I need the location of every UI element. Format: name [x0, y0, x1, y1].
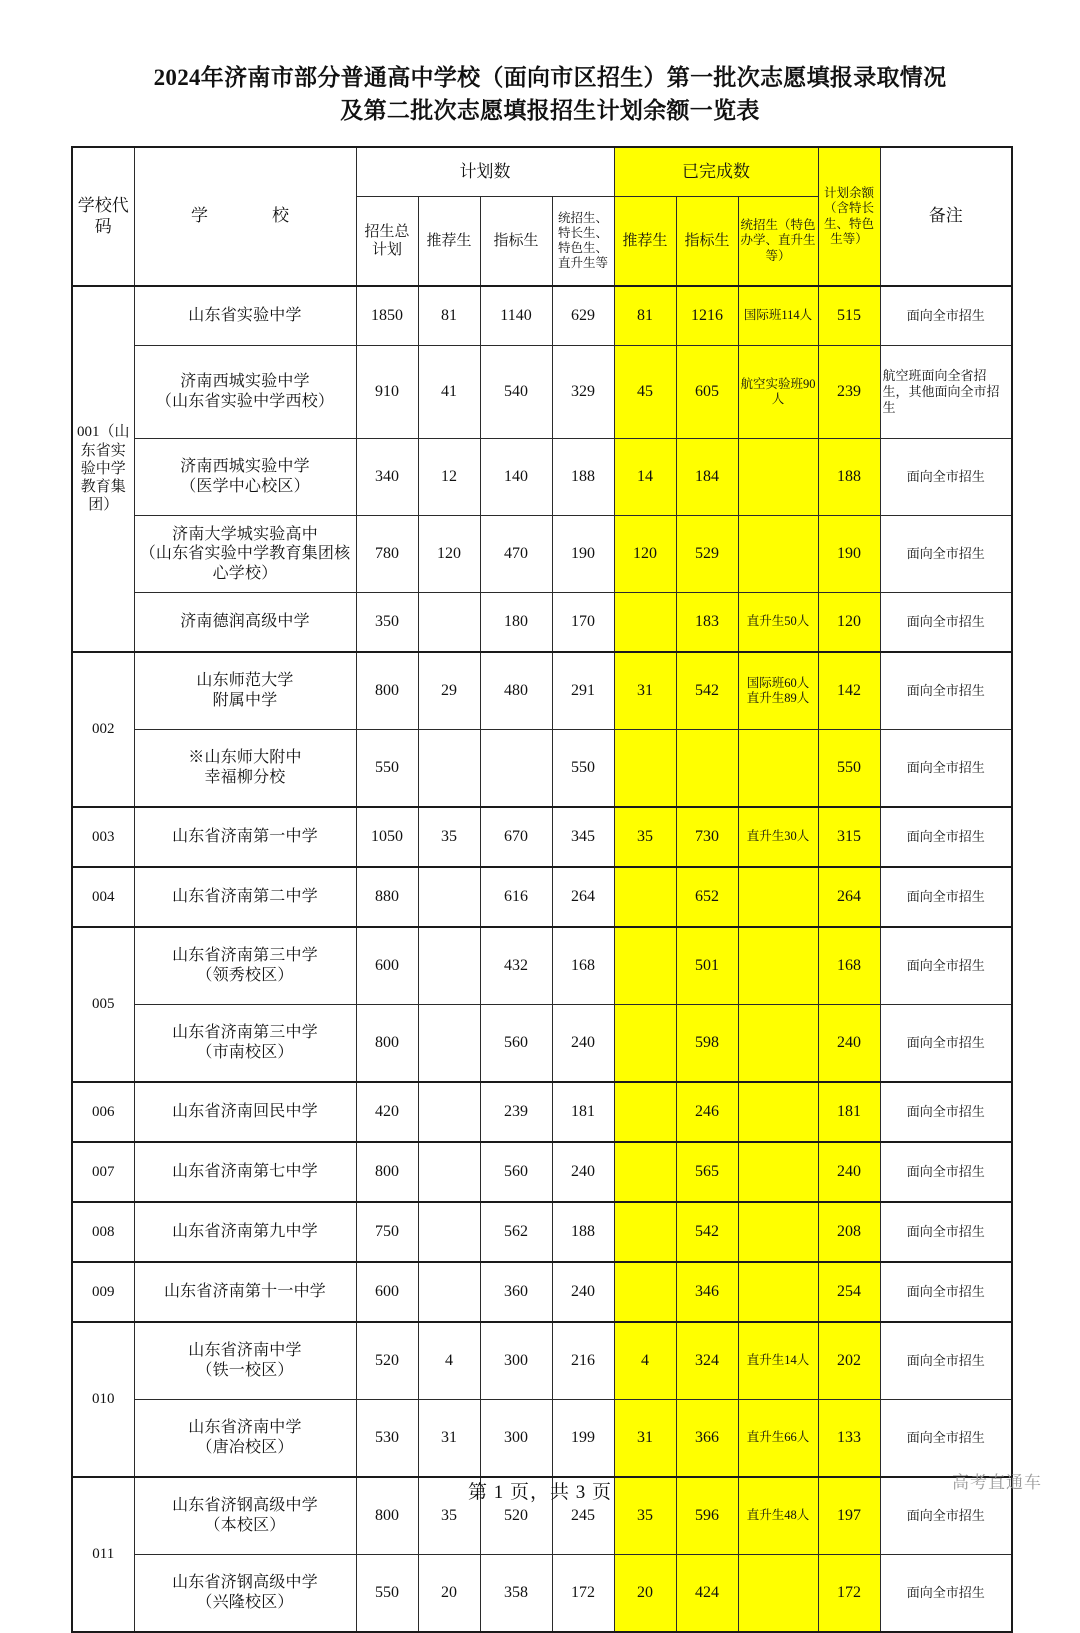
school-name-cell: 山东省济南第二中学: [134, 867, 356, 927]
done-quota-cell: 598: [676, 1005, 738, 1083]
done-unified-cell: [738, 867, 818, 927]
plan-recommend-cell: [418, 1202, 480, 1262]
plan-quota-cell: [480, 730, 552, 808]
done-unified-cell: [738, 1262, 818, 1322]
done-unified-cell: 直升生14人: [738, 1322, 818, 1400]
plan-total-cell: 530: [356, 1400, 418, 1478]
done-unified-cell: [738, 439, 818, 516]
note-cell: 面向全市招生: [880, 286, 1012, 346]
plan-recommend-cell: [418, 1262, 480, 1322]
plan-unified-cell: 240: [552, 1262, 614, 1322]
done-quota-cell: 542: [676, 652, 738, 730]
school-name-cell: 济南大学城实验高中 （山东省实验中学教育集团核心学校）: [134, 516, 356, 593]
done-quota-cell: 605: [676, 346, 738, 439]
done-quota-cell: 730: [676, 807, 738, 867]
plan-unified-cell: 170: [552, 593, 614, 653]
header-note: 备注: [880, 147, 1012, 286]
remain-cell: 515: [818, 286, 880, 346]
remain-cell: 202: [818, 1322, 880, 1400]
note-cell: 面向全市招生: [880, 1082, 1012, 1142]
done-unified-cell: [738, 516, 818, 593]
school-code-cell: 005: [72, 927, 134, 1082]
done-recommend-cell: 31: [614, 652, 676, 730]
plan-unified-cell: 216: [552, 1322, 614, 1400]
plan-quota-cell: 616: [480, 867, 552, 927]
plan-recommend-cell: 35: [418, 807, 480, 867]
admission-table-wrap: [71, 146, 1011, 1633]
note-cell: 面向全市招生: [880, 439, 1012, 516]
table-row: [72, 1082, 1012, 1142]
school-name-cell: 济南西城实验中学 （山东省实验中学西校）: [134, 346, 356, 439]
done-unified-cell: [738, 730, 818, 808]
plan-total-cell: 600: [356, 1262, 418, 1322]
remain-cell: 172: [818, 1555, 880, 1633]
plan-recommend-cell: 41: [418, 346, 480, 439]
note-cell: 面向全市招生: [880, 516, 1012, 593]
school-name-cell: 山东省济钢高级中学 （本校区）: [134, 1477, 356, 1555]
plan-total-cell: 800: [356, 652, 418, 730]
note-cell: 面向全市招生: [880, 1202, 1012, 1262]
plan-recommend-cell: 31: [418, 1400, 480, 1478]
done-recommend-cell: [614, 593, 676, 653]
remain-cell: 133: [818, 1400, 880, 1478]
done-unified-cell: [738, 927, 818, 1005]
plan-recommend-cell: 81: [418, 286, 480, 346]
table-row: [72, 1262, 1012, 1322]
done-unified-cell: 直升生50人: [738, 593, 818, 653]
school-code-cell: 004: [72, 867, 134, 927]
header-remain: 计划余额（含特长生、特色生等）: [818, 147, 880, 286]
plan-recommend-cell: [418, 1005, 480, 1083]
school-name-cell: 山东省济南第十一中学: [134, 1262, 356, 1322]
done-quota-cell: 183: [676, 593, 738, 653]
header-done-unified: 统招生（特色办学、直升生等）: [738, 197, 818, 287]
done-unified-cell: [738, 1082, 818, 1142]
header-plan-recommend: 推荐生: [418, 197, 480, 287]
done-recommend-cell: 35: [614, 1477, 676, 1555]
done-quota-cell: 529: [676, 516, 738, 593]
done-recommend-cell: [614, 1005, 676, 1083]
done-recommend-cell: [614, 927, 676, 1005]
title-line-2: 及第二批次志愿填报招生计划余额一览表: [340, 97, 760, 123]
done-unified-cell: 国际班114人: [738, 286, 818, 346]
school-name-cell: 山东省济南第三中学 （市南校区）: [134, 1005, 356, 1083]
remain-cell: 188: [818, 439, 880, 516]
done-recommend-cell: 45: [614, 346, 676, 439]
plan-total-cell: 880: [356, 867, 418, 927]
done-unified-cell: [738, 1555, 818, 1633]
plan-quota-cell: 560: [480, 1142, 552, 1202]
plan-unified-cell: 172: [552, 1555, 614, 1633]
remain-cell: 120: [818, 593, 880, 653]
school-code-cell: 001（山东省实验中学教育集团）: [72, 286, 134, 652]
table-row: [72, 652, 1012, 730]
school-name-cell: 山东省实验中学: [134, 286, 356, 346]
note-cell: 面向全市招生: [880, 593, 1012, 653]
table-row: [72, 807, 1012, 867]
header-done-group: 已完成数: [614, 147, 818, 197]
plan-total-cell: 550: [356, 1555, 418, 1633]
plan-total-cell: 800: [356, 1142, 418, 1202]
plan-recommend-cell: 35: [418, 1477, 480, 1555]
note-cell: 面向全市招生: [880, 927, 1012, 1005]
remain-cell: 240: [818, 1142, 880, 1202]
school-name-cell: 山东师范大学 附属中学: [134, 652, 356, 730]
school-code-cell: 008: [72, 1202, 134, 1262]
done-quota-cell: 324: [676, 1322, 738, 1400]
plan-quota-cell: 562: [480, 1202, 552, 1262]
done-quota-cell: 424: [676, 1555, 738, 1633]
school-code-cell: 011: [72, 1477, 134, 1632]
done-unified-cell: 直升生48人: [738, 1477, 818, 1555]
table-row: [72, 1202, 1012, 1262]
remain-cell: 264: [818, 867, 880, 927]
plan-total-cell: 800: [356, 1477, 418, 1555]
table-row: [72, 516, 1012, 593]
done-quota-cell: 346: [676, 1262, 738, 1322]
note-cell: 面向全市招生: [880, 807, 1012, 867]
done-recommend-cell: 31: [614, 1400, 676, 1478]
plan-recommend-cell: 120: [418, 516, 480, 593]
note-cell: 面向全市招生: [880, 1262, 1012, 1322]
plan-total-cell: 1850: [356, 286, 418, 346]
school-code-cell: 010: [72, 1322, 134, 1477]
done-recommend-cell: [614, 730, 676, 808]
plan-unified-cell: 245: [552, 1477, 614, 1555]
school-name-cell: 山东省济南回民中学: [134, 1082, 356, 1142]
remain-cell: 254: [818, 1262, 880, 1322]
note-cell: 面向全市招生: [880, 1142, 1012, 1202]
remain-cell: 208: [818, 1202, 880, 1262]
done-unified-cell: [738, 1142, 818, 1202]
page-footer: 第 1 页，共 3 页: [467, 1482, 612, 1503]
plan-unified-cell: 329: [552, 346, 614, 439]
table-row: [72, 346, 1012, 439]
note-cell: 面向全市招生: [880, 1322, 1012, 1400]
remain-cell: 168: [818, 927, 880, 1005]
plan-recommend-cell: 20: [418, 1555, 480, 1633]
plan-recommend-cell: [418, 1142, 480, 1202]
done-recommend-cell: [614, 867, 676, 927]
school-name-cell: 山东省济南中学 （铁一校区）: [134, 1322, 356, 1400]
remain-cell: 142: [818, 652, 880, 730]
header-plan-quota: 指标生: [480, 197, 552, 287]
done-recommend-cell: 81: [614, 286, 676, 346]
plan-recommend-cell: [418, 1082, 480, 1142]
remain-cell: 315: [818, 807, 880, 867]
plan-unified-cell: 181: [552, 1082, 614, 1142]
done-recommend-cell: 14: [614, 439, 676, 516]
plan-unified-cell: 188: [552, 439, 614, 516]
plan-recommend-cell: [418, 927, 480, 1005]
plan-quota-cell: 360: [480, 1262, 552, 1322]
done-quota-cell: [676, 730, 738, 808]
plan-unified-cell: 240: [552, 1005, 614, 1083]
done-recommend-cell: [614, 1082, 676, 1142]
plan-quota-cell: 180: [480, 593, 552, 653]
school-name-cell: 山东省济南第七中学: [134, 1142, 356, 1202]
plan-quota-cell: 300: [480, 1322, 552, 1400]
plan-unified-cell: 240: [552, 1142, 614, 1202]
note-cell: 面向全市招生: [880, 1005, 1012, 1083]
school-name-cell: ※山东师大附中 幸福柳分校: [134, 730, 356, 808]
done-recommend-cell: [614, 1202, 676, 1262]
plan-recommend-cell: 29: [418, 652, 480, 730]
school-name-cell: 山东省济南第一中学: [134, 807, 356, 867]
table-row: [72, 593, 1012, 653]
table-row: [72, 286, 1012, 346]
watermark: 高考直通车: [952, 1473, 1042, 1492]
plan-unified-cell: 168: [552, 927, 614, 1005]
plan-total-cell: 780: [356, 516, 418, 593]
school-name-cell: 山东省济南第九中学: [134, 1202, 356, 1262]
school-code-cell: 003: [72, 807, 134, 867]
plan-quota-cell: 540: [480, 346, 552, 439]
plan-quota-cell: 1140: [480, 286, 552, 346]
plan-unified-cell: 345: [552, 807, 614, 867]
note-cell: 面向全市招生: [880, 652, 1012, 730]
table-row: [72, 927, 1012, 1005]
table-row: [72, 867, 1012, 927]
remain-cell: 550: [818, 730, 880, 808]
plan-total-cell: 350: [356, 593, 418, 653]
remain-cell: 239: [818, 346, 880, 439]
school-name-cell: 济南德润高级中学: [134, 593, 356, 653]
school-code-cell: 007: [72, 1142, 134, 1202]
table-row: [72, 1142, 1012, 1202]
done-recommend-cell: [614, 1142, 676, 1202]
done-recommend-cell: 35: [614, 807, 676, 867]
done-unified-cell: 直升生30人: [738, 807, 818, 867]
plan-quota-cell: 300: [480, 1400, 552, 1478]
note-cell: 面向全市招生: [880, 1555, 1012, 1633]
plan-recommend-cell: [418, 867, 480, 927]
plan-total-cell: 340: [356, 439, 418, 516]
school-code-cell: 002: [72, 652, 134, 807]
done-quota-cell: 366: [676, 1400, 738, 1478]
done-recommend-cell: [614, 1262, 676, 1322]
plan-unified-cell: 291: [552, 652, 614, 730]
plan-quota-cell: 560: [480, 1005, 552, 1083]
header-done-recommend: 推荐生: [614, 197, 676, 287]
school-name-cell: 山东省济南第三中学 （领秀校区）: [134, 927, 356, 1005]
done-quota-cell: 565: [676, 1142, 738, 1202]
school-name-cell: 山东省济南中学 （唐冶校区）: [134, 1400, 356, 1478]
remain-cell: 197: [818, 1477, 880, 1555]
done-quota-cell: 1216: [676, 286, 738, 346]
table-row: [72, 439, 1012, 516]
done-unified-cell: [738, 1202, 818, 1262]
plan-unified-cell: 188: [552, 1202, 614, 1262]
plan-total-cell: 520: [356, 1322, 418, 1400]
done-unified-cell: [738, 1005, 818, 1083]
remain-cell: 240: [818, 1005, 880, 1083]
done-unified-cell: 航空实验班90人: [738, 346, 818, 439]
done-recommend-cell: 4: [614, 1322, 676, 1400]
table-row: [72, 1322, 1012, 1400]
plan-recommend-cell: 4: [418, 1322, 480, 1400]
plan-recommend-cell: [418, 593, 480, 653]
plan-total-cell: 750: [356, 1202, 418, 1262]
plan-unified-cell: 190: [552, 516, 614, 593]
done-recommend-cell: 20: [614, 1555, 676, 1633]
table-row: [72, 1555, 1012, 1633]
plan-unified-cell: 629: [552, 286, 614, 346]
plan-unified-cell: 550: [552, 730, 614, 808]
note-cell: 航空班面向全省招生，其他面向全市招生: [880, 346, 1012, 439]
plan-recommend-cell: 12: [418, 439, 480, 516]
table-row: [72, 1400, 1012, 1478]
remain-cell: 190: [818, 516, 880, 593]
page-title: [0, 0, 1080, 127]
school-name-cell: 山东省济钢高级中学 （兴隆校区）: [134, 1555, 356, 1633]
plan-quota-cell: 470: [480, 516, 552, 593]
plan-quota-cell: 140: [480, 439, 552, 516]
header-row-top: [72, 147, 1012, 197]
plan-unified-cell: 199: [552, 1400, 614, 1478]
note-cell: 面向全市招生: [880, 1477, 1012, 1555]
school-name-cell: 济南西城实验中学 （医学中心校区）: [134, 439, 356, 516]
header-plan-total: 招生总计划: [356, 197, 418, 287]
remain-cell: 181: [818, 1082, 880, 1142]
table-header: [72, 147, 1012, 286]
plan-unified-cell: 264: [552, 867, 614, 927]
header-school-code: 学校代码: [72, 147, 134, 286]
plan-quota-cell: 239: [480, 1082, 552, 1142]
plan-total-cell: 600: [356, 927, 418, 1005]
done-quota-cell: 542: [676, 1202, 738, 1262]
done-unified-cell: 直升生66人: [738, 1400, 818, 1478]
note-cell: 面向全市招生: [880, 867, 1012, 927]
school-code-cell: 009: [72, 1262, 134, 1322]
plan-total-cell: 910: [356, 346, 418, 439]
done-recommend-cell: 120: [614, 516, 676, 593]
plan-total-cell: 550: [356, 730, 418, 808]
table-row: [72, 730, 1012, 808]
done-quota-cell: 184: [676, 439, 738, 516]
done-quota-cell: 246: [676, 1082, 738, 1142]
plan-total-cell: 420: [356, 1082, 418, 1142]
header-school: 学 校: [134, 147, 356, 286]
plan-total-cell: 1050: [356, 807, 418, 867]
done-quota-cell: 596: [676, 1477, 738, 1555]
done-quota-cell: 652: [676, 867, 738, 927]
note-cell: 面向全市招生: [880, 730, 1012, 808]
plan-quota-cell: 358: [480, 1555, 552, 1633]
plan-recommend-cell: [418, 730, 480, 808]
table-row: [72, 1005, 1012, 1083]
plan-quota-cell: 432: [480, 927, 552, 1005]
plan-quota-cell: 670: [480, 807, 552, 867]
plan-quota-cell: 480: [480, 652, 552, 730]
header-done-quota: 指标生: [676, 197, 738, 287]
admission-table: [71, 146, 1013, 1633]
done-unified-cell: 国际班60人 直升生89人: [738, 652, 818, 730]
plan-quota-cell: 520: [480, 1477, 552, 1555]
note-cell: 面向全市招生: [880, 1400, 1012, 1478]
school-code-cell: 006: [72, 1082, 134, 1142]
table-body: [72, 286, 1012, 1632]
title-line-1: 2024年济南市部分普通高中学校（面向市区招生）第一批次志愿填报录取情况: [153, 65, 947, 90]
done-quota-cell: 501: [676, 927, 738, 1005]
header-plan-unified: 统招生、特长生、特色生、直升生等: [552, 197, 614, 287]
plan-total-cell: 800: [356, 1005, 418, 1083]
header-plan-group: 计划数: [356, 147, 614, 197]
